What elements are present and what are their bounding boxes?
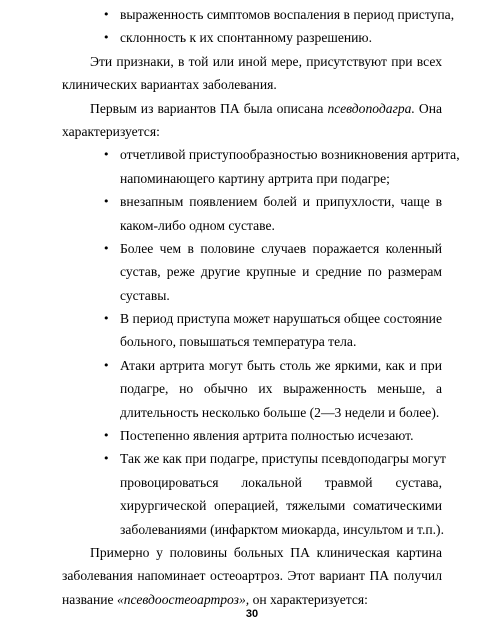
line-text: выраженность симптомов воспаления в период приступа, <box>120 7 455 22</box>
line-text: подагре, но обычно их выраженность меньше, а <box>120 381 442 397</box>
bullet-icon: • <box>103 241 110 255</box>
bullet-continuation <box>120 518 442 541</box>
line-text: Атаки артрита могут быть столь же яркими, как и при <box>120 357 442 373</box>
bullet-item <box>103 237 442 260</box>
bullet-item <box>103 447 446 470</box>
paragraph-line <box>62 541 442 564</box>
line-text: Так же как при подагре, приступы псевдоподагры могут <box>120 451 446 467</box>
paragraph-line <box>62 73 442 96</box>
line-text <box>90 101 442 116</box>
line-text: Примерно у половины больных ПА клиническая картина <box>90 544 442 560</box>
line-text: заболеваниями (инфарктом миокарда, инсультом и т.п.). <box>120 521 444 537</box>
line-text: заболевания напоминает остеоартроз. Этот вариант ПА получил <box>62 568 442 584</box>
line-text: суставы. <box>120 287 170 303</box>
bullet-continuation <box>120 260 442 283</box>
bullet-item <box>103 307 442 330</box>
bullet-continuation <box>120 377 442 400</box>
line-text: хирургической операцией, тяжелыми соматическими <box>120 498 442 514</box>
bullet-item <box>103 424 442 447</box>
paragraph-line <box>62 564 442 587</box>
bullet-icon: • <box>103 148 110 162</box>
line-text: сустав, реже другие крупные и средние по размерам <box>120 264 442 280</box>
bullet-continuation <box>120 214 442 237</box>
line-text: больного, повышаться температура тела. <box>120 334 357 350</box>
bullet-icon: • <box>103 31 110 45</box>
emphasis-term: псевдоподагра. <box>327 100 415 116</box>
line-text <box>62 592 368 607</box>
page-number: 30 <box>245 608 259 620</box>
paragraph-line <box>62 50 442 73</box>
bullet-item <box>103 26 442 49</box>
bullet-continuation <box>120 471 442 494</box>
bullet-icon: • <box>103 429 110 443</box>
line-text: напоминающего картину артрита при подагре; <box>120 170 390 186</box>
line-text: склонность к их спонтанному разрешению. <box>120 30 372 46</box>
line-text: Более чем в половине случаев поражается коленный <box>120 240 442 256</box>
bullet-item <box>103 3 455 26</box>
line-text: каком-либо одном суставе. <box>120 217 275 233</box>
bullet-item <box>103 354 442 377</box>
paragraph-line <box>62 97 442 120</box>
line-text: отчетливой приступообразностью возникновения артрита, <box>120 147 460 163</box>
text-run: Она <box>414 100 443 116</box>
text-run: он характеризуется: <box>249 591 368 607</box>
line-text: провоцироваться локальной травмой сустава, <box>120 474 442 490</box>
emphasis-term: «псевдоостеоартроз», <box>116 591 250 607</box>
paragraph-line <box>62 120 442 143</box>
bullet-continuation <box>120 330 442 353</box>
bullet-icon: • <box>103 312 110 326</box>
line-text: внезапным появлением болей и припухлости, чаще в <box>120 194 442 210</box>
text-run: Первым из вариантов ПА была описана <box>90 100 328 116</box>
bullet-item <box>103 143 460 166</box>
text-run: название <box>62 591 117 607</box>
line-text: длительность несколько больше (2—3 недели и более). <box>120 404 440 420</box>
bullet-continuation <box>120 401 442 424</box>
bullet-icon: • <box>103 358 110 372</box>
bullet-continuation <box>120 284 442 307</box>
bullet-item <box>103 190 442 213</box>
line-text: Постепенно явления артрита полностью исчезают. <box>120 428 414 444</box>
line-text: клинических вариантах заболевания. <box>62 77 277 93</box>
bullet-icon: • <box>103 452 110 466</box>
line-text: характеризуется: <box>62 123 160 139</box>
bullet-icon: • <box>103 195 110 209</box>
line-text: Эти признаки, в той или иной мере, присутствуют при всех <box>90 53 442 69</box>
page-body <box>62 3 460 611</box>
bullet-icon: • <box>103 8 110 21</box>
bullet-continuation <box>120 494 442 517</box>
line-text: В период приступа может нарушаться общее состояние <box>120 311 442 327</box>
bullet-continuation <box>120 167 442 190</box>
